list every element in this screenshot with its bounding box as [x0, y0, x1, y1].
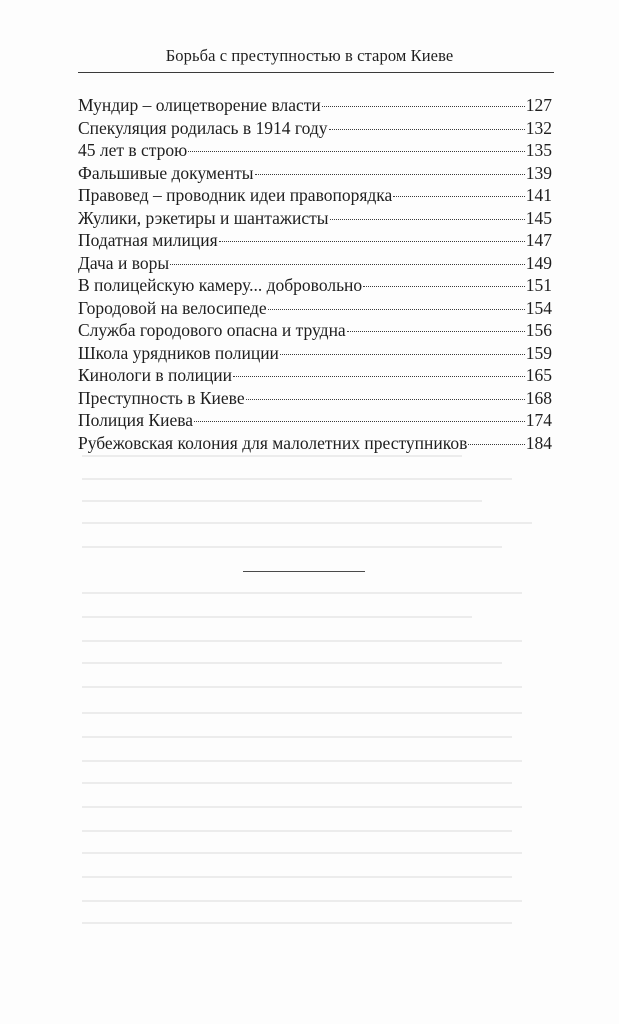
toc-entry-page: 145 — [525, 207, 552, 228]
dot-leader — [170, 264, 525, 265]
toc-entry-page: 156 — [525, 320, 552, 340]
toc-entry-title: Жулики, рэкетиры и шантажисты — [78, 207, 329, 228]
toc-entry-page: 149 — [525, 252, 552, 273]
dot-leader — [280, 354, 525, 355]
toc-entry — [78, 409, 552, 432]
toc-entry-title: Фальшивые документы — [78, 162, 254, 183]
toc-entry — [78, 139, 552, 162]
toc-entry — [78, 184, 552, 207]
toc-entry — [78, 94, 552, 117]
toc-entry-title: Школа урядников полиции — [78, 342, 279, 363]
toc-entry — [78, 162, 552, 185]
toc-entry-page: 165 — [525, 365, 552, 385]
toc-entry-page: 159 — [525, 342, 552, 363]
toc-entry — [78, 252, 552, 275]
toc-entry-page: 127 — [525, 95, 552, 115]
toc-entry — [78, 319, 552, 342]
table-of-contents — [78, 94, 552, 454]
toc-entry-title: Спекуляция родилась в 1914 году — [78, 117, 328, 138]
dot-leader — [188, 151, 525, 152]
dot-leader — [329, 129, 525, 130]
dot-leader — [246, 399, 525, 400]
toc-entry-title: В полицейскую камеру... добровольно — [78, 275, 363, 295]
toc-entry — [78, 274, 552, 297]
toc-entry — [78, 117, 552, 140]
toc-entry-title: Мундир – олицетворение власти — [78, 95, 321, 115]
toc-entry-title: Правовед – проводник идеи правопорядка — [78, 185, 393, 205]
toc-entry — [78, 387, 552, 410]
toc-entry-title: Полиция Киева — [78, 410, 194, 430]
toc-entry-page: 135 — [525, 140, 552, 160]
toc-entry-title: Служба городового опасна и трудна — [78, 320, 346, 340]
dot-leader — [255, 174, 525, 175]
toc-entry-title: 45 лет в строю — [78, 140, 188, 160]
toc-entry-page: 139 — [525, 162, 552, 183]
toc-entry-title: Городовой на велосипеде — [78, 297, 267, 318]
toc-entry — [78, 297, 552, 320]
toc-entry-page: 154 — [525, 297, 552, 318]
toc-entry-title: Дача и воры — [78, 252, 170, 273]
dot-leader — [393, 196, 524, 197]
toc-entry-title: Преступность в Киеве — [78, 387, 245, 408]
toc-entry — [78, 364, 552, 387]
toc-entry — [78, 342, 552, 365]
dot-leader — [219, 241, 525, 242]
header-rule — [78, 72, 554, 73]
toc-entry — [78, 432, 552, 455]
dot-leader — [468, 444, 524, 445]
running-header: Борьба с преступностью в старом Киеве — [165, 46, 454, 65]
toc-entry-page: 132 — [525, 117, 552, 138]
toc-entry-title: Кинологи в полиции — [78, 365, 233, 385]
toc-entry — [78, 207, 552, 230]
dot-leader — [363, 286, 525, 287]
dot-leader — [347, 331, 525, 332]
toc-entry-page: 147 — [525, 230, 552, 250]
toc-entry-page: 151 — [525, 275, 552, 295]
toc-entry-page: 174 — [525, 410, 552, 430]
toc-entry-title: Рубежовская колония для малолетних преступников — [78, 432, 468, 453]
dot-leader — [233, 376, 525, 377]
dot-leader — [194, 421, 525, 422]
dot-leader — [268, 309, 525, 310]
toc-entry-title: Податная милиция — [78, 230, 218, 250]
dot-leader — [322, 106, 525, 107]
dot-leader — [330, 219, 525, 220]
toc-entry-page: 168 — [525, 387, 552, 408]
end-rule — [243, 571, 365, 572]
toc-entry-page: 141 — [525, 185, 552, 205]
toc-entry — [78, 229, 552, 252]
toc-entry-page: 184 — [525, 432, 552, 453]
